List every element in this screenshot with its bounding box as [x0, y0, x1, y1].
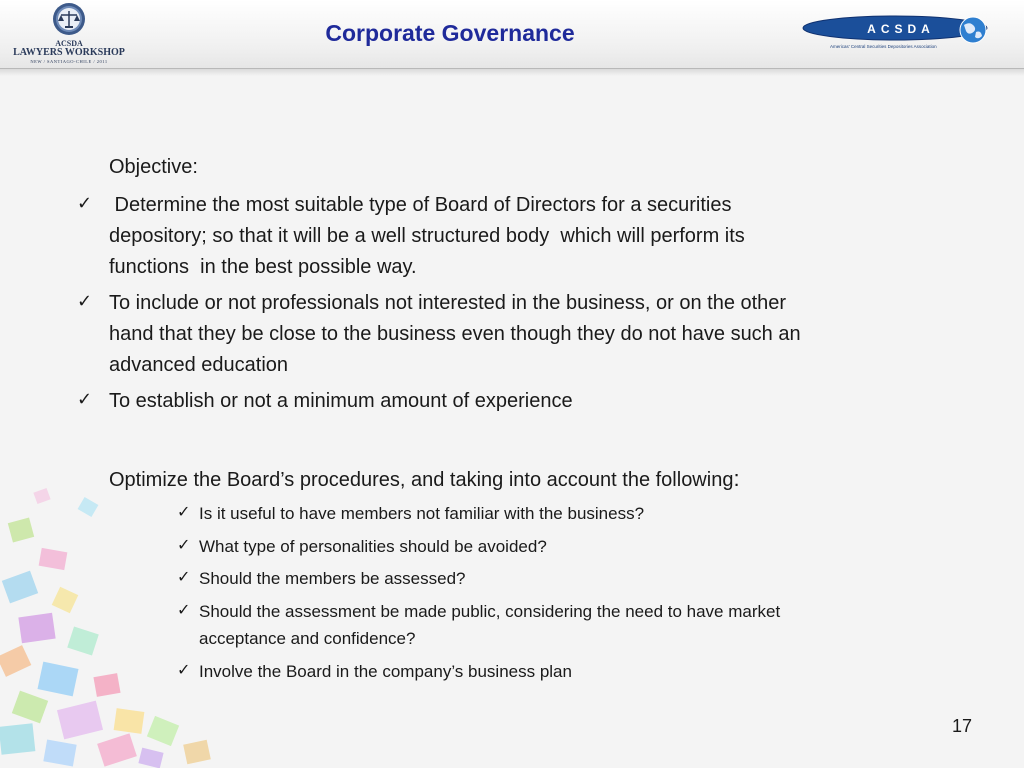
- checkmark-icon: ✓: [77, 291, 93, 312]
- checkmark-icon: ✓: [177, 567, 191, 586]
- optimize-item-1: [199, 500, 644, 527]
- objective-item-1-line-3: functions in the best possible way.: [109, 256, 417, 278]
- objective-item-2-line-1: To include or not professionals not interested in the business, or on the other: [109, 292, 787, 314]
- checkmark-icon: ✓: [177, 502, 191, 521]
- optimize-label-colon: :: [733, 466, 740, 491]
- objective-item-2: [109, 288, 801, 381]
- objective-item-2-line-3: advanced education: [109, 354, 289, 376]
- optimize-item-2: [199, 533, 547, 560]
- optimize-item-3-line-1: Should the members be assessed?: [199, 569, 466, 588]
- optimize-item-4-line-1: Should the assessment be made public, considering the need to have market: [199, 602, 781, 621]
- objective-item-3: [109, 386, 573, 417]
- checkmark-icon: ✓: [77, 389, 93, 410]
- optimize-label-text: Optimize the Board’s procedures, and taking into account the following: [109, 469, 734, 491]
- optimize-item-4: [199, 598, 780, 652]
- objective-item-2-line-2: hand that they be close to the business even though they do not have such an: [109, 323, 801, 345]
- optimize-item-3: [199, 565, 466, 592]
- optimize-item-5: [199, 658, 572, 685]
- acsda-wordmark: ACSDA: [867, 22, 935, 36]
- logo-line-location: NEW / SANTIAGO-CHILE / 2011: [30, 59, 108, 64]
- optimize-item-4-line-2: acceptance and confidence?: [199, 629, 416, 648]
- objective-item-1-line-2: depository; so that it will be a well structured body which will perform its: [109, 225, 745, 247]
- page-number: 17: [951, 716, 973, 736]
- optimize-label: [109, 463, 740, 496]
- slide-title: Corporate Governance: [325, 20, 575, 46]
- logo-line-acsda: ACSDA: [55, 39, 83, 48]
- objective-item-1-line-1: Determine the most suitable type of Board of Directors for a securities: [109, 194, 732, 216]
- checkmark-icon: ✓: [177, 535, 191, 554]
- checkmark-icon: ✓: [177, 660, 191, 679]
- acsda-tagline: Americas' Central Securities Depositories Association: [830, 44, 937, 49]
- objective-label: Objective:: [109, 156, 198, 178]
- checkmark-icon: ✓: [177, 600, 191, 619]
- objective-item-3-line-1: To establish or not a minimum amount of experience: [109, 390, 573, 412]
- optimize-item-2-line-1: What type of personalities should be avoided?: [199, 537, 547, 556]
- optimize-item-5-line-1: Involve the Board in the company’s business plan: [199, 662, 572, 681]
- objective-item-1: [109, 190, 745, 283]
- logo-line-lawyers-workshop: LAWYERS WORKSHOP: [13, 47, 125, 58]
- checkmark-icon: ✓: [77, 193, 93, 214]
- optimize-item-1-line-1: Is it useful to have members not familiar with the business?: [199, 504, 645, 523]
